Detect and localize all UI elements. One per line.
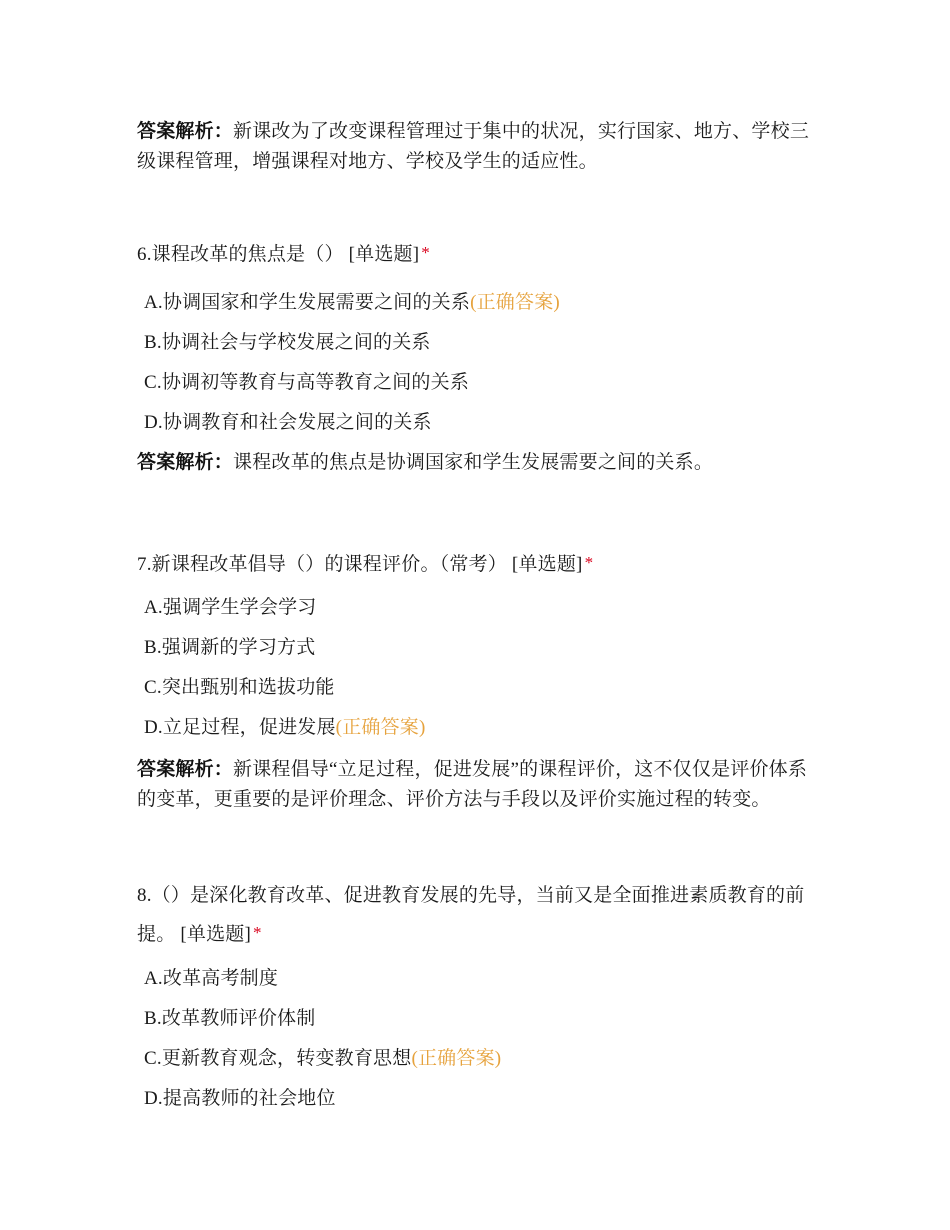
question-6-option-b xyxy=(144,332,820,354)
analysis-text: 课程改革的焦点是协调国家和学生发展需要之间的关系。 xyxy=(233,452,714,473)
correct-answer-tag: (正确答案) xyxy=(470,292,560,313)
required-asterisk: * xyxy=(421,243,430,262)
option-text: D.提高教师的社会地位 xyxy=(144,1088,336,1109)
option-text: A.改革高考制度 xyxy=(144,968,279,989)
question-8-option-a xyxy=(144,968,820,990)
required-asterisk: * xyxy=(253,923,262,942)
question-7-option-d xyxy=(144,717,820,739)
question-8-title xyxy=(137,876,819,954)
correct-answer-tag: (正确答案) xyxy=(411,1048,502,1069)
question-7-option-b xyxy=(144,637,820,659)
question-6-analysis xyxy=(137,448,819,478)
analysis-label: 答案解析： xyxy=(137,759,234,780)
option-text: D.协调教育和社会发展之间的关系 xyxy=(144,412,432,433)
question-7-title xyxy=(137,545,819,584)
option-text: C.协调初等教育与高等教育之间的关系 xyxy=(144,372,470,393)
question-7-analysis xyxy=(137,755,819,815)
correct-answer-tag: (正确答案) xyxy=(335,717,426,738)
question-6-option-a xyxy=(144,292,820,314)
option-text: D.立足过程，促进发展 xyxy=(144,717,336,738)
analysis-label: 答案解析： xyxy=(137,121,234,142)
option-text: B.强调新的学习方式 xyxy=(144,637,316,658)
analysis-label: 答案解析： xyxy=(137,452,234,473)
question-6-title xyxy=(137,235,819,274)
question-title-text: 6.课程改革的焦点是（） [单选题] xyxy=(137,244,420,265)
option-text: B.协调社会与学校发展之间的关系 xyxy=(144,332,431,353)
option-text: B.改革教师评价体制 xyxy=(144,1008,316,1029)
question-8-option-b xyxy=(144,1008,820,1030)
question-6-option-c xyxy=(144,372,820,394)
analysis-block xyxy=(137,117,819,177)
question-title-text: 7.新课程改革倡导（）的课程评价。（常考） [单选题] xyxy=(137,554,583,575)
option-text: C.更新教育观念，转变教育思想 xyxy=(144,1048,412,1069)
option-text: A.协调国家和学生发展需要之间的关系 xyxy=(144,292,471,313)
required-asterisk: * xyxy=(584,553,594,572)
question-title-text: 8.（）是深化教育改革、促进教育发展的先导，当前又是全面推进素质教育的前提。 [单选题] xyxy=(137,885,805,945)
question-7-option-c xyxy=(144,677,820,699)
question-8-option-c xyxy=(144,1048,820,1070)
option-text: C.突出甄别和选拔功能 xyxy=(144,677,335,698)
analysis-text: 新课改为了改变课程管理过于集中的状况，实行国家、地方、学校三级课程管理，增强课程对地方、学校及学生的适应性。 xyxy=(137,121,810,172)
question-7-option-a xyxy=(144,597,820,619)
question-6-option-d xyxy=(144,412,820,434)
question-8-option-d xyxy=(144,1088,820,1110)
option-text: A.强调学生学会学习 xyxy=(144,597,317,618)
analysis-text: 新课程倡导“立足过程，促进发展”的课程评价，这不仅仅是评价体系的变革，更重要的是评价理念、评价方法与手段以及评价实施过程的转变。 xyxy=(137,759,808,810)
